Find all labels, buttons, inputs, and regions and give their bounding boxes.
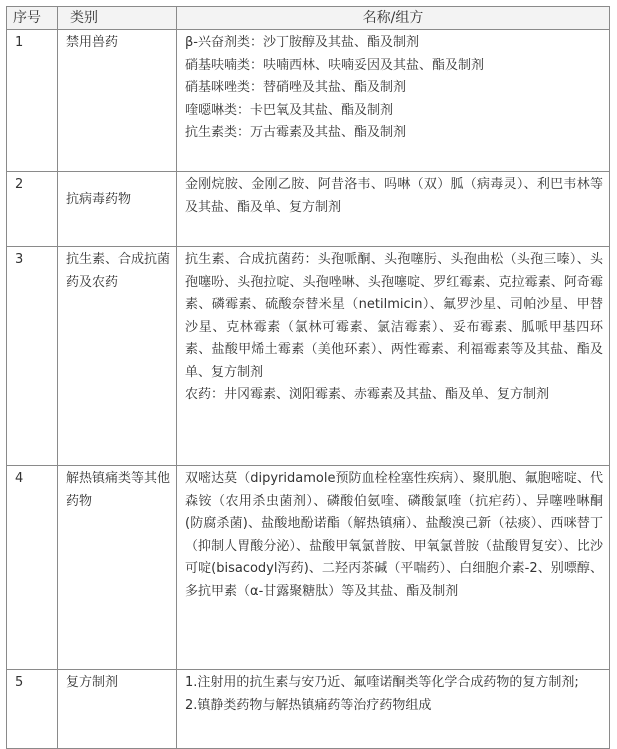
table-row: [7, 466, 610, 670]
row-content: [177, 670, 610, 749]
header-category: 类别: [58, 7, 177, 30]
row-content: [177, 172, 610, 247]
row-category: 禁用兽药: [58, 30, 177, 172]
list-item: 1.注射用的抗生素与安乃近、氟喹诺酮类等化学合成药物的复方制剂;: [185, 675, 579, 690]
table-row: [7, 172, 610, 247]
row-no: 2: [7, 172, 58, 247]
list-item: 喹噁啉类：卡巴氧及其盐、酯及制剂: [185, 102, 394, 118]
header-row: [7, 7, 610, 30]
row-content: [177, 30, 610, 172]
row-category: 抗生素、合成抗菌药及农药: [58, 247, 177, 466]
table-row: [7, 30, 610, 172]
row-no: 1: [7, 30, 58, 172]
header-name: 名称/组方: [177, 7, 610, 30]
row-text-pesticide: 农药：井冈霉素、浏阳霉素、赤霉素及其盐、酯及单、复方制剂: [185, 387, 550, 402]
row-text: 双嘧达莫（dipyridamole预防血栓栓塞性疾病）、聚肌胞、氟胞嘧啶、代森铵（农用杀虫菌剂）、磷酸伯氨喹、磷酸氯喹（抗疟药）、异噻唑啉酮(防腐杀菌)、盐酸地酚诺酯（解热镇痛）、盐酸溴己新（祛痰）、西咪替丁（抑制人胃酸分泌）、盐酸甲氧氯普胺、甲氧氯普胺（盐酸胃复安）、比沙可啶(bisacodyl泻药)、二羟丙茶碱（平喘药）、白细胞介素-2、别嘌醇、多抗甲素（α-甘露聚糖肽）等及其盐、酯及制剂: [185, 471, 603, 599]
list-item: β-兴奋剂类：沙丁胺醇及其盐、酯及制剂: [185, 35, 419, 50]
row-no: 5: [7, 670, 58, 749]
list-item: 硝基咪唑类：替硝唑及其盐、酯及制剂: [185, 80, 407, 95]
row-category: 复方制剂: [58, 670, 177, 749]
row-content: [177, 247, 610, 466]
list-item: 硝基呋喃类：呋喃西林、呋喃妥因及其盐、酯及制剂: [185, 57, 485, 73]
row-text: 金刚烷胺、金刚乙胺、阿昔洛韦、吗啉（双）胍（病毒灵）、利巴韦林等及其盐、酯及单、复方制剂: [185, 177, 603, 215]
row-text: 抗生素、合成抗菌药：头孢哌酮、头孢噻肟、头孢曲松（头孢三嗪）、头孢噻吩、头孢拉啶、头孢唑啉、头孢噻啶、罗红霉素、克拉霉素、阿奇霉素、磷霉素、硫酸奈替米星（netilmicin）、氟罗沙星、司帕沙星、甲替沙星、克林霉素（氯林可霉素、氯洁霉素）、妥布霉素、胍哌甲基四环素、盐酸甲烯土霉素（美他环素）、两性霉素、利福霉素等及其盐、酯及单、复方制剂: [185, 252, 603, 380]
drug-table: [6, 6, 610, 749]
row-content: [177, 466, 610, 670]
row-no: 4: [7, 466, 58, 670]
row-category: 抗病毒药物: [58, 172, 177, 247]
watermark-fade: [469, 714, 609, 748]
header-no: 序号: [7, 7, 58, 30]
list-item: 2.镇静类药物与解热镇痛药等治疗药物组成: [185, 697, 432, 713]
list-item: 抗生素类：万古霉素及其盐、酯及制剂: [185, 125, 407, 140]
table-row: [7, 670, 610, 749]
row-no: 3: [7, 247, 58, 466]
table-row: [7, 247, 610, 466]
row-category: 解热镇痛类等其他药物: [58, 466, 177, 670]
